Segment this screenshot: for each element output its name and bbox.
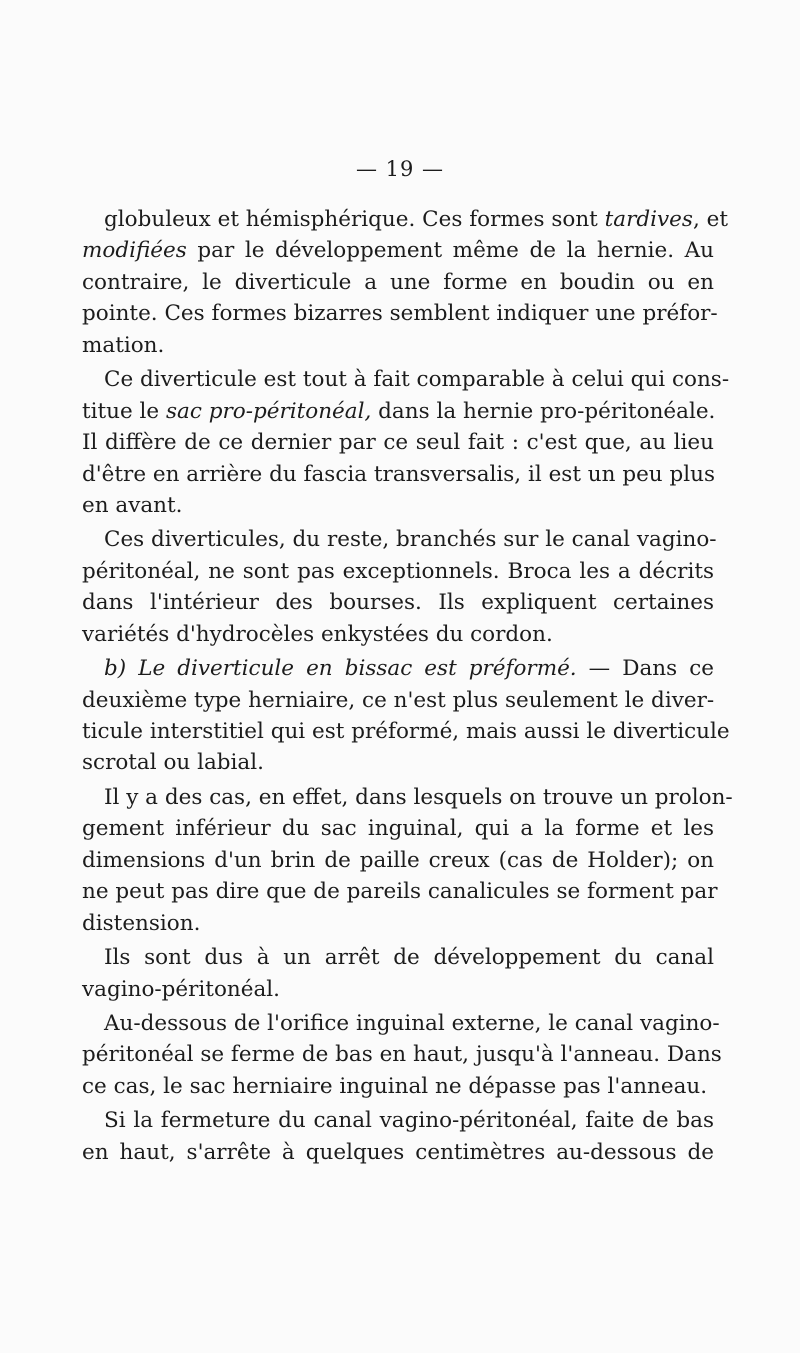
text-run: en haut, s'arrête à quelques centimètres au-dessous de — [82, 1139, 714, 1165]
paragraph — [82, 653, 730, 779]
text-line — [82, 267, 714, 298]
text-line — [82, 298, 718, 329]
text-run: globuleux et hémisphérique. Ces formes sont — [104, 207, 605, 232]
text-line — [82, 1105, 714, 1136]
text-run: titue le — [82, 398, 166, 424]
text-line — [82, 942, 714, 973]
text-line — [82, 235, 714, 266]
text-line — [82, 1008, 720, 1039]
text-run: Au-dessous de l'orifice inguinal externe, le canal vagino- — [104, 1010, 720, 1036]
paragraph — [82, 524, 717, 650]
text-run: , et — [692, 207, 728, 232]
italic-text: tardives — [604, 207, 693, 232]
text-run: gement inférieur du sac inguinal, qui a la forme et les — [82, 816, 714, 842]
text-line — [82, 587, 714, 618]
text-line — [82, 427, 714, 458]
text-run: pointe. Ces formes bizarres semblent indiquer une préfor- — [82, 301, 718, 327]
text-run: scrotal ou labial. — [82, 750, 264, 776]
text-run: Il diffère de ce dernier par ce seul fait : c'est que, au lieu — [82, 430, 714, 456]
paragraph — [82, 782, 733, 939]
text-line — [82, 747, 714, 778]
text-run: ce cas, le sac herniaire inguinal ne dépasse pas l'anneau. — [82, 1073, 708, 1099]
page-number: — 19 — — [355, 157, 445, 181]
body-text — [82, 204, 733, 1168]
text-run: péritonéal, ne sont pas exceptionnels. Broca les a décrits — [82, 558, 714, 584]
text-run: Ils sont dus à un arrêt de développement du canal — [104, 945, 714, 971]
text-run: mation. — [82, 332, 165, 358]
text-line — [82, 1137, 714, 1168]
text-run: dans la hernie pro-péritonéale. — [371, 398, 716, 424]
text-run: Ce diverticule est tout à fait comparable à celui qui cons- — [104, 367, 730, 393]
text-line — [82, 782, 733, 813]
paragraph — [82, 204, 728, 361]
text-line — [82, 364, 730, 395]
text-line — [82, 845, 714, 876]
text-run: variétés d'hydrocèles enkystées du cordon. — [82, 621, 553, 647]
text-line — [82, 1071, 714, 1102]
text-line — [82, 619, 714, 650]
paragraph — [82, 942, 714, 1005]
text-line — [82, 459, 714, 490]
text-run: par le développement même de la hernie. Au — [186, 238, 714, 264]
text-run: contraire, le diverticule a une forme en boudin ou en — [82, 269, 714, 295]
text-run: ne peut pas dire que de pareils canalicules se forment par — [82, 879, 718, 905]
text-line — [82, 653, 714, 684]
text-line — [82, 330, 714, 361]
text-line — [82, 1039, 722, 1070]
paragraph — [82, 364, 730, 521]
paragraph — [82, 1105, 714, 1168]
text-run: d'être en arrière du fascia transversalis, il est un peu plus — [82, 461, 716, 487]
text-run: Il y a des cas, en effet, dans lesquels on trouve un prolon- — [104, 784, 733, 810]
text-line — [82, 876, 718, 907]
text-run: deuxième type herniaire, ce n'est plus seulement le diver- — [82, 687, 715, 713]
text-run: en avant. — [82, 492, 183, 518]
text-line — [82, 974, 714, 1005]
text-line — [82, 813, 714, 844]
text-line — [82, 524, 717, 555]
paragraph — [82, 1008, 722, 1102]
text-run: Si la fermeture du canal vagino-péritonéal, faite de bas — [104, 1108, 714, 1134]
text-line — [82, 490, 714, 521]
text-run: ticule interstitiel qui est préformé, mais aussi le diverticule — [82, 719, 730, 744]
text-run: distension. — [82, 910, 201, 936]
text-line — [82, 556, 714, 587]
text-line — [82, 396, 714, 427]
italic-text: b) Le diverticule en bissac est préformé. — [104, 656, 577, 682]
text-run: dans l'intérieur des bourses. Ils expliquent certaines — [82, 590, 714, 616]
italic-text: sac pro-péritonéal, — [166, 398, 372, 424]
text-run: Ces diverticules, du reste, branchés sur le canal vagino- — [104, 527, 717, 553]
text-line — [82, 908, 714, 939]
text-line — [82, 716, 730, 747]
text-run: péritonéal se ferme de bas en haut, jusqu'à l'anneau. Dans — [82, 1042, 722, 1068]
text-run: — Dans ce — [576, 656, 714, 682]
italic-text: modifiées — [82, 238, 187, 264]
text-run: dimensions d'un brin de paille creux (cas de Holder); on — [82, 847, 714, 873]
text-line — [82, 685, 714, 716]
text-line — [82, 204, 728, 235]
text-run: vagino-péritonéal. — [82, 976, 280, 1002]
